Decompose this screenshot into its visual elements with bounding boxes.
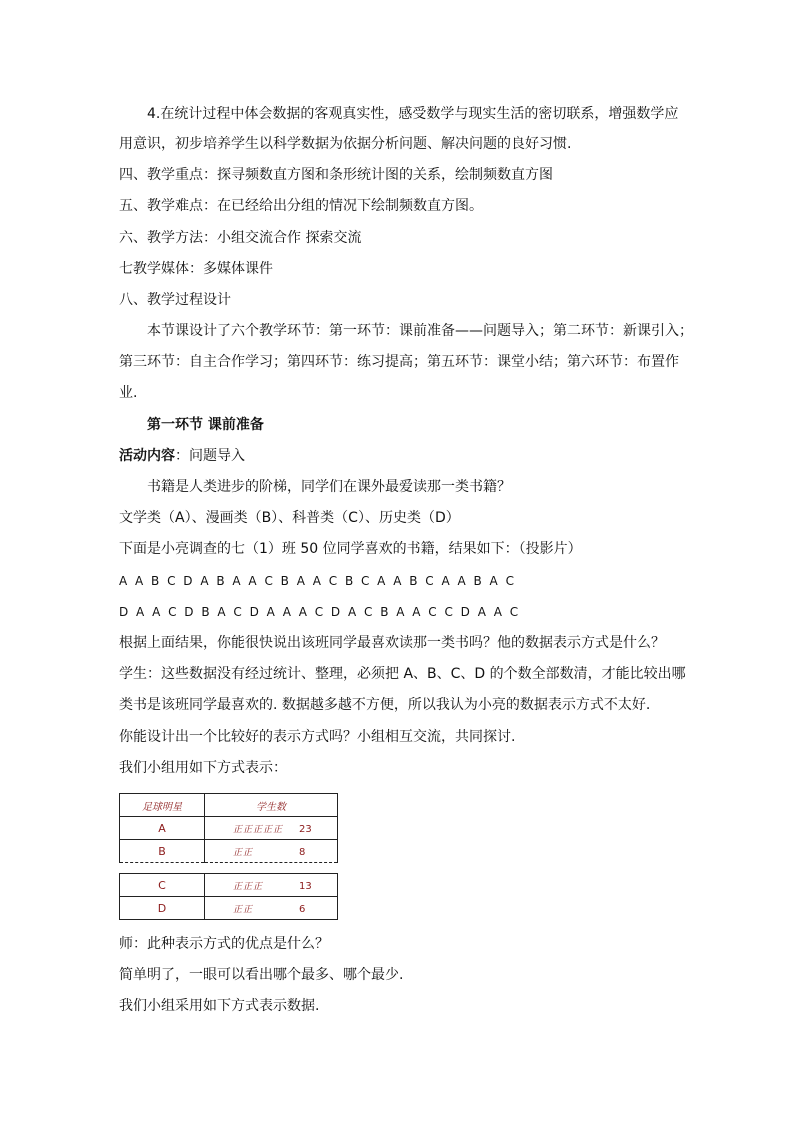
paragraph-line: 根据上面结果，你能很快说出该班同学最喜欢读那一类书吗？他的数据表示方式是什么？ (119, 635, 665, 651)
tally-count: 6 (299, 903, 306, 915)
table-cell-label: A (120, 817, 205, 840)
section-heading: 四、教学重点：探寻频数直方图和条形统计图的关系，绘制频数直方图 (119, 167, 553, 183)
table-row (120, 897, 338, 920)
table-cell-tally (205, 817, 338, 840)
table-cell-tally (205, 840, 338, 863)
paragraph-line: 第三环节：自主合作学习；第四环节：练习提高；第五环节：课堂小结；第六环节：布置作 (119, 354, 679, 370)
table-header-cell: 学生数 (205, 794, 338, 817)
tally-marks: 正正 (233, 847, 254, 858)
tally-marks: 正正正 (233, 881, 264, 892)
table-cell-label: D (120, 897, 205, 920)
paragraph-line: 用意识，初步培养学生以科学数据为依据分析问题、解决问题的良好习惯. (119, 136, 572, 152)
subsection-title: 第一环节 课前准备 (147, 417, 264, 433)
paragraph-line: 业. (119, 385, 138, 401)
paragraph-line: 简单明了，一眼可以看出哪个最多、哪个最少. (119, 967, 404, 983)
table-row (120, 840, 338, 863)
table-cell-label: C (120, 874, 205, 897)
table-cell-tally (205, 897, 338, 920)
table-header-row (120, 794, 338, 817)
tally-table-bottom (119, 873, 338, 920)
table-cell-tally (205, 874, 338, 897)
tally-marks: 正正 (233, 904, 254, 915)
section-heading: 六、教学方法：小组交流合作 探索交流 (119, 230, 362, 246)
paragraph-line: 师：此种表示方式的优点是什么？ (119, 936, 329, 952)
paragraph-line: 你能设计出一个比较好的表示方式吗？小组相互交流，共同探讨. (119, 729, 516, 745)
activity-text: ：问题导入 (175, 448, 245, 464)
table-header-cell: 足球明星 (120, 794, 205, 817)
section-heading: 八、教学过程设计 (119, 292, 231, 308)
paragraph-line: 4.在统计过程中体会数据的客观真实性，感受数学与现实生活的密切联系，增强数学应 (147, 106, 679, 122)
data-sequence: A A B C D A B A A C B A A C B C A A B C A A B A C (119, 574, 516, 588)
tally-marks: 正正正正正 (233, 824, 284, 835)
paragraph-line: 我们小组用如下方式表示： (119, 760, 287, 776)
table-cell-label: B (120, 840, 205, 863)
tally-count: 13 (299, 880, 312, 892)
paragraph-line: 下面是小亮调查的七（1）班 50 位同学喜欢的书籍，结果如下：（投影片） (119, 541, 582, 557)
paragraph-line: 本节课设计了六个教学环节：第一环节：课前准备——问题导入；第二环节：新课引入； (147, 323, 693, 339)
table-row (120, 874, 338, 897)
paragraph-line: 类书是该班同学最喜欢的. 数据越多越不方便，所以我认为小亮的数据表示方式不太好. (119, 697, 651, 713)
tally-table-top (119, 793, 338, 863)
section-heading: 五、教学难点：在已经给出分组的情况下绘制频数直方图。 (119, 198, 483, 214)
paragraph-line: 我们小组采用如下方式表示数据. (119, 998, 320, 1014)
paragraph-line: 文学类（A）、漫画类（B）、科普类（C）、历史类（D） (119, 510, 460, 526)
data-sequence: D A A C D B A C D A A A C D A C B A A C C D A A C (119, 605, 521, 619)
section-heading: 七教学媒体：多媒体课件 (119, 261, 273, 277)
activity-line (119, 446, 245, 466)
paragraph-line: 书籍是人类进步的阶梯，同学们在课外最爱读那一类书籍？ (147, 479, 511, 495)
activity-label: 活动内容 (119, 448, 175, 464)
tally-count: 23 (299, 823, 312, 835)
tally-count: 8 (299, 846, 306, 858)
paragraph-line: 学生：这些数据没有经过统计、整理，必须把 A、B、C、D 的个数全部数清，才能比较出哪 (119, 666, 686, 682)
table-row (120, 817, 338, 840)
